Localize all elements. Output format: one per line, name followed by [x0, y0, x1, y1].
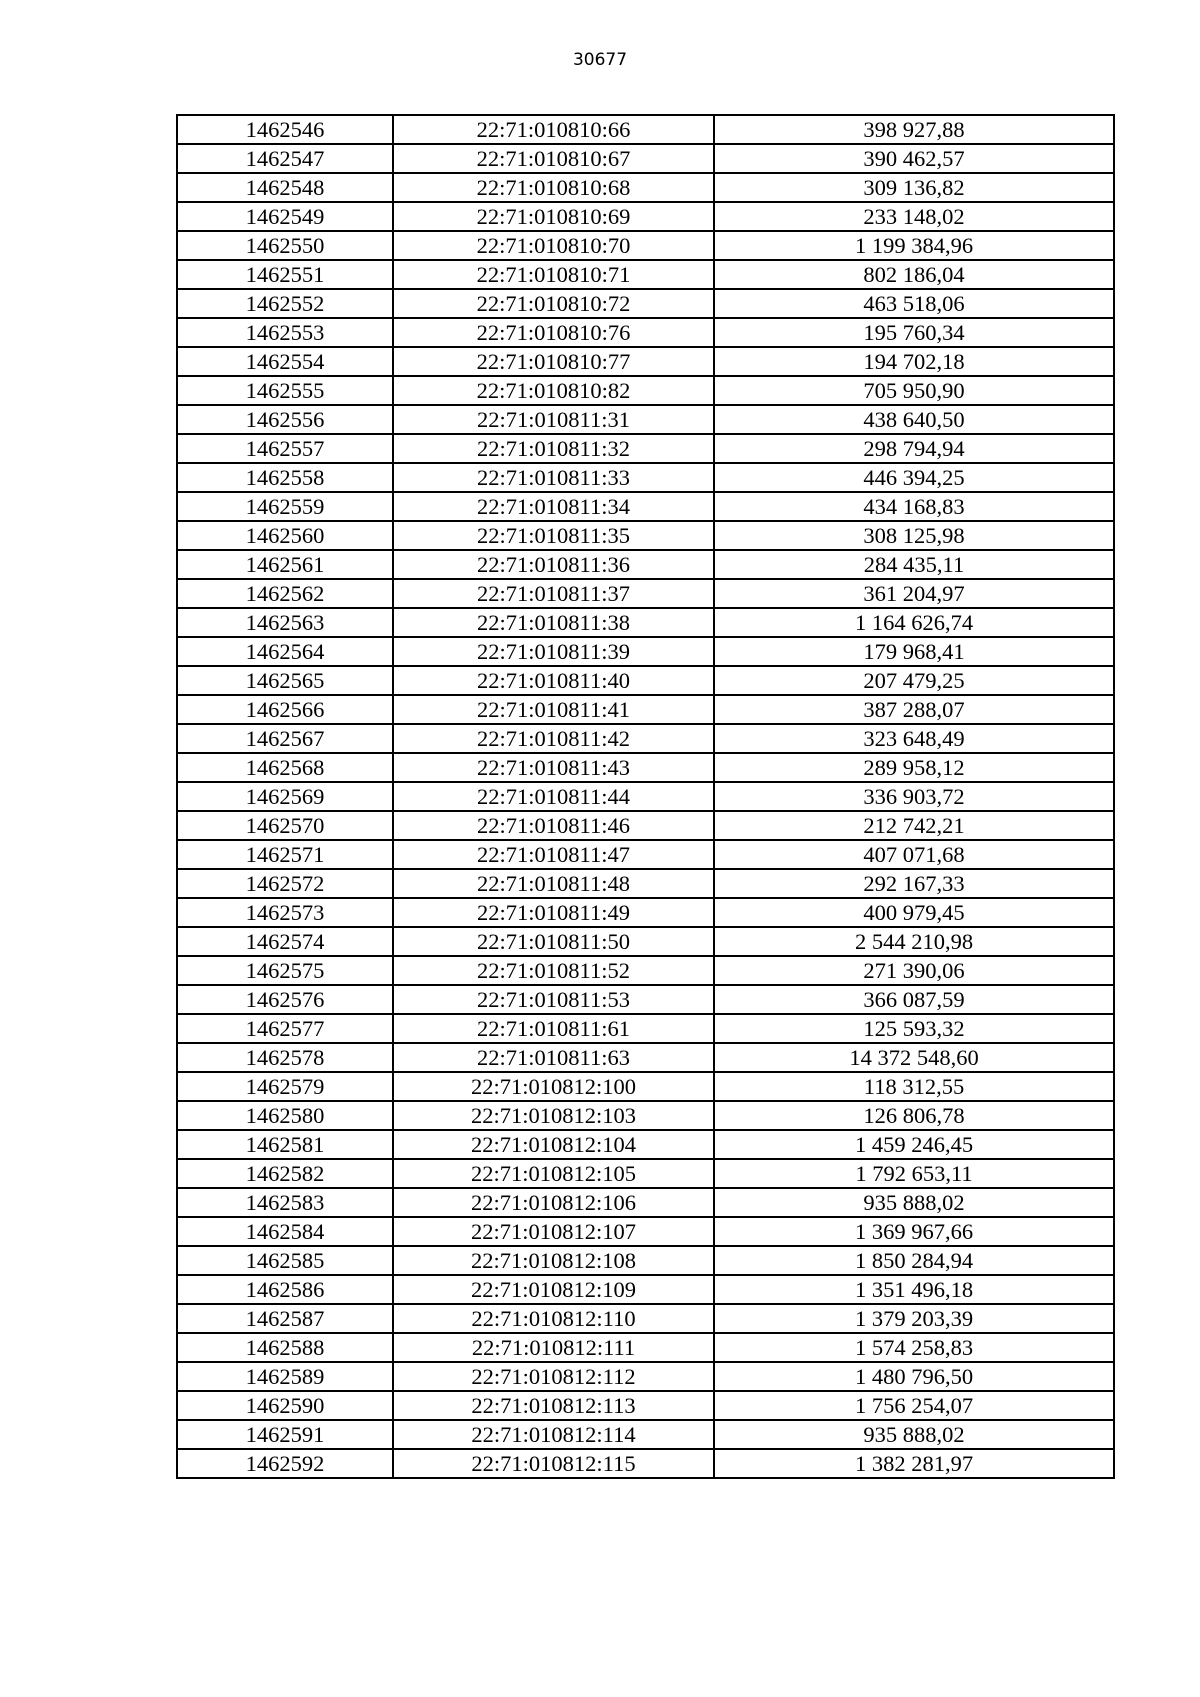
value-cell: 1 369 967,66 — [714, 1217, 1114, 1246]
value-cell: 1 351 496,18 — [714, 1275, 1114, 1304]
value-cell: 400 979,45 — [714, 898, 1114, 927]
table-row — [177, 1449, 1114, 1478]
table-row — [177, 956, 1114, 985]
value-cell: 1 480 796,50 — [714, 1362, 1114, 1391]
value-cell: 463 518,06 — [714, 289, 1114, 318]
cadastral-number-cell: 22:71:010811:33 — [393, 463, 714, 492]
row-id-cell: 1462591 — [177, 1420, 393, 1449]
row-id-cell: 1462592 — [177, 1449, 393, 1478]
cadastral-number-cell: 22:71:010811:32 — [393, 434, 714, 463]
value-cell: 434 168,83 — [714, 492, 1114, 521]
value-cell: 1 164 626,74 — [714, 608, 1114, 637]
row-id-cell: 1462560 — [177, 521, 393, 550]
row-id-cell: 1462579 — [177, 1072, 393, 1101]
value-cell: 195 760,34 — [714, 318, 1114, 347]
table-row — [177, 898, 1114, 927]
table-row — [177, 695, 1114, 724]
cadastral-number-cell: 22:71:010810:69 — [393, 202, 714, 231]
table-row — [177, 202, 1114, 231]
cadastral-number-cell: 22:71:010810:76 — [393, 318, 714, 347]
cadastral-number-cell: 22:71:010810:68 — [393, 173, 714, 202]
cadastral-number-cell: 22:71:010811:43 — [393, 753, 714, 782]
row-id-cell: 1462573 — [177, 898, 393, 927]
table-row — [177, 1333, 1114, 1362]
value-cell: 446 394,25 — [714, 463, 1114, 492]
value-cell: 366 087,59 — [714, 985, 1114, 1014]
table-row — [177, 376, 1114, 405]
table-row — [177, 1391, 1114, 1420]
cadastral-number-cell: 22:71:010812:112 — [393, 1362, 714, 1391]
cadastral-number-cell: 22:71:010812:105 — [393, 1159, 714, 1188]
value-cell: 323 648,49 — [714, 724, 1114, 753]
value-cell: 284 435,11 — [714, 550, 1114, 579]
row-id-cell: 1462578 — [177, 1043, 393, 1072]
row-id-cell: 1462553 — [177, 318, 393, 347]
value-cell: 705 950,90 — [714, 376, 1114, 405]
value-cell: 398 927,88 — [714, 115, 1114, 144]
table-row — [177, 1246, 1114, 1275]
value-cell: 308 125,98 — [714, 521, 1114, 550]
table-row — [177, 289, 1114, 318]
data-table — [176, 114, 1115, 1479]
row-id-cell: 1462558 — [177, 463, 393, 492]
value-cell: 289 958,12 — [714, 753, 1114, 782]
table-body — [177, 115, 1114, 1478]
row-id-cell: 1462555 — [177, 376, 393, 405]
row-id-cell: 1462567 — [177, 724, 393, 753]
row-id-cell: 1462589 — [177, 1362, 393, 1391]
table-row — [177, 666, 1114, 695]
row-id-cell: 1462562 — [177, 579, 393, 608]
cadastral-number-cell: 22:71:010812:104 — [393, 1130, 714, 1159]
cadastral-number-cell: 22:71:010811:48 — [393, 869, 714, 898]
table-row — [177, 405, 1114, 434]
row-id-cell: 1462566 — [177, 695, 393, 724]
value-cell: 194 702,18 — [714, 347, 1114, 376]
cadastral-number-cell: 22:71:010811:47 — [393, 840, 714, 869]
table-row — [177, 521, 1114, 550]
row-id-cell: 1462556 — [177, 405, 393, 434]
table-row — [177, 927, 1114, 956]
table-row — [177, 434, 1114, 463]
cadastral-number-cell: 22:71:010812:111 — [393, 1333, 714, 1362]
value-cell: 387 288,07 — [714, 695, 1114, 724]
row-id-cell: 1462585 — [177, 1246, 393, 1275]
value-cell: 309 136,82 — [714, 173, 1114, 202]
table-row — [177, 173, 1114, 202]
row-id-cell: 1462554 — [177, 347, 393, 376]
table-row — [177, 492, 1114, 521]
value-cell: 233 148,02 — [714, 202, 1114, 231]
table-row — [177, 260, 1114, 289]
cadastral-number-cell: 22:71:010811:34 — [393, 492, 714, 521]
table-row — [177, 1159, 1114, 1188]
cadastral-number-cell: 22:71:010812:103 — [393, 1101, 714, 1130]
cadastral-number-cell: 22:71:010812:109 — [393, 1275, 714, 1304]
table-row — [177, 811, 1114, 840]
row-id-cell: 1462572 — [177, 869, 393, 898]
value-cell: 126 806,78 — [714, 1101, 1114, 1130]
table-row — [177, 463, 1114, 492]
table-row — [177, 579, 1114, 608]
row-id-cell: 1462550 — [177, 231, 393, 260]
row-id-cell: 1462561 — [177, 550, 393, 579]
table-row — [177, 1014, 1114, 1043]
value-cell: 271 390,06 — [714, 956, 1114, 985]
row-id-cell: 1462584 — [177, 1217, 393, 1246]
row-id-cell: 1462546 — [177, 115, 393, 144]
value-cell: 1 792 653,11 — [714, 1159, 1114, 1188]
cadastral-number-cell: 22:71:010811:44 — [393, 782, 714, 811]
table-row — [177, 1362, 1114, 1391]
value-cell: 361 204,97 — [714, 579, 1114, 608]
table-row — [177, 608, 1114, 637]
table-row — [177, 115, 1114, 144]
table-row — [177, 1275, 1114, 1304]
value-cell: 1 574 258,83 — [714, 1333, 1114, 1362]
table-row — [177, 347, 1114, 376]
cadastral-number-cell: 22:71:010811:46 — [393, 811, 714, 840]
table-row — [177, 231, 1114, 260]
row-id-cell: 1462590 — [177, 1391, 393, 1420]
row-id-cell: 1462581 — [177, 1130, 393, 1159]
row-id-cell: 1462575 — [177, 956, 393, 985]
table-row — [177, 1130, 1114, 1159]
cadastral-number-cell: 22:71:010811:49 — [393, 898, 714, 927]
cadastral-number-cell: 22:71:010810:77 — [393, 347, 714, 376]
cadastral-number-cell: 22:71:010811:42 — [393, 724, 714, 753]
value-cell: 802 186,04 — [714, 260, 1114, 289]
cadastral-number-cell: 22:71:010812:114 — [393, 1420, 714, 1449]
cadastral-number-cell: 22:71:010810:66 — [393, 115, 714, 144]
value-cell: 1 199 384,96 — [714, 231, 1114, 260]
cadastral-number-cell: 22:71:010812:106 — [393, 1188, 714, 1217]
page-number: 30677 — [572, 50, 628, 70]
table-row — [177, 753, 1114, 782]
cadastral-number-cell: 22:71:010811:39 — [393, 637, 714, 666]
table-row — [177, 550, 1114, 579]
table-row — [177, 1101, 1114, 1130]
value-cell: 390 462,57 — [714, 144, 1114, 173]
table-row — [177, 1304, 1114, 1333]
row-id-cell: 1462571 — [177, 840, 393, 869]
cadastral-number-cell: 22:71:010810:70 — [393, 231, 714, 260]
value-cell: 292 167,33 — [714, 869, 1114, 898]
row-id-cell: 1462574 — [177, 927, 393, 956]
row-id-cell: 1462548 — [177, 173, 393, 202]
cadastral-number-cell: 22:71:010810:72 — [393, 289, 714, 318]
cadastral-number-cell: 22:71:010811:53 — [393, 985, 714, 1014]
value-cell: 935 888,02 — [714, 1188, 1114, 1217]
value-cell: 935 888,02 — [714, 1420, 1114, 1449]
table-row — [177, 985, 1114, 1014]
cadastral-number-cell: 22:71:010811:38 — [393, 608, 714, 637]
row-id-cell: 1462564 — [177, 637, 393, 666]
cadastral-number-cell: 22:71:010811:40 — [393, 666, 714, 695]
cadastral-number-cell: 22:71:010812:110 — [393, 1304, 714, 1333]
table-row — [177, 782, 1114, 811]
table-row — [177, 1420, 1114, 1449]
value-cell: 212 742,21 — [714, 811, 1114, 840]
row-id-cell: 1462568 — [177, 753, 393, 782]
row-id-cell: 1462547 — [177, 144, 393, 173]
value-cell: 1 850 284,94 — [714, 1246, 1114, 1275]
row-id-cell: 1462569 — [177, 782, 393, 811]
row-id-cell: 1462588 — [177, 1333, 393, 1362]
row-id-cell: 1462549 — [177, 202, 393, 231]
row-id-cell: 1462586 — [177, 1275, 393, 1304]
row-id-cell: 1462557 — [177, 434, 393, 463]
value-cell: 2 544 210,98 — [714, 927, 1114, 956]
value-cell: 1 756 254,07 — [714, 1391, 1114, 1420]
value-cell: 407 071,68 — [714, 840, 1114, 869]
value-cell: 125 593,32 — [714, 1014, 1114, 1043]
table-row — [177, 869, 1114, 898]
row-id-cell: 1462563 — [177, 608, 393, 637]
cadastral-number-cell: 22:71:010810:67 — [393, 144, 714, 173]
table-row — [177, 840, 1114, 869]
cadastral-number-cell: 22:71:010811:41 — [393, 695, 714, 724]
row-id-cell: 1462565 — [177, 666, 393, 695]
value-cell: 438 640,50 — [714, 405, 1114, 434]
row-id-cell: 1462582 — [177, 1159, 393, 1188]
cadastral-number-cell: 22:71:010811:35 — [393, 521, 714, 550]
row-id-cell: 1462587 — [177, 1304, 393, 1333]
table-row — [177, 724, 1114, 753]
cadastral-number-cell: 22:71:010810:82 — [393, 376, 714, 405]
cadastral-number-cell: 22:71:010812:115 — [393, 1449, 714, 1478]
value-cell: 1 382 281,97 — [714, 1449, 1114, 1478]
cadastral-number-cell: 22:71:010812:100 — [393, 1072, 714, 1101]
value-cell: 14 372 548,60 — [714, 1043, 1114, 1072]
cadastral-number-cell: 22:71:010810:71 — [393, 260, 714, 289]
row-id-cell: 1462551 — [177, 260, 393, 289]
cadastral-number-cell: 22:71:010811:37 — [393, 579, 714, 608]
value-cell: 207 479,25 — [714, 666, 1114, 695]
row-id-cell: 1462580 — [177, 1101, 393, 1130]
cadastral-number-cell: 22:71:010811:52 — [393, 956, 714, 985]
value-cell: 179 968,41 — [714, 637, 1114, 666]
table-row — [177, 144, 1114, 173]
cadastral-number-cell: 22:71:010812:108 — [393, 1246, 714, 1275]
value-cell: 298 794,94 — [714, 434, 1114, 463]
row-id-cell: 1462583 — [177, 1188, 393, 1217]
cadastral-number-cell: 22:71:010811:36 — [393, 550, 714, 579]
cadastral-number-cell: 22:71:010811:31 — [393, 405, 714, 434]
table-row — [177, 1217, 1114, 1246]
cadastral-number-cell: 22:71:010811:50 — [393, 927, 714, 956]
table-row — [177, 318, 1114, 347]
value-cell: 1 379 203,39 — [714, 1304, 1114, 1333]
row-id-cell: 1462570 — [177, 811, 393, 840]
row-id-cell: 1462552 — [177, 289, 393, 318]
value-cell: 1 459 246,45 — [714, 1130, 1114, 1159]
value-cell: 118 312,55 — [714, 1072, 1114, 1101]
cadastral-number-cell: 22:71:010811:63 — [393, 1043, 714, 1072]
cadastral-number-cell: 22:71:010812:107 — [393, 1217, 714, 1246]
table-row — [177, 1188, 1114, 1217]
value-cell: 336 903,72 — [714, 782, 1114, 811]
table-row — [177, 1043, 1114, 1072]
row-id-cell: 1462576 — [177, 985, 393, 1014]
cadastral-number-cell: 22:71:010811:61 — [393, 1014, 714, 1043]
cadastral-number-cell: 22:71:010812:113 — [393, 1391, 714, 1420]
row-id-cell: 1462559 — [177, 492, 393, 521]
table-row — [177, 1072, 1114, 1101]
row-id-cell: 1462577 — [177, 1014, 393, 1043]
table-row — [177, 637, 1114, 666]
